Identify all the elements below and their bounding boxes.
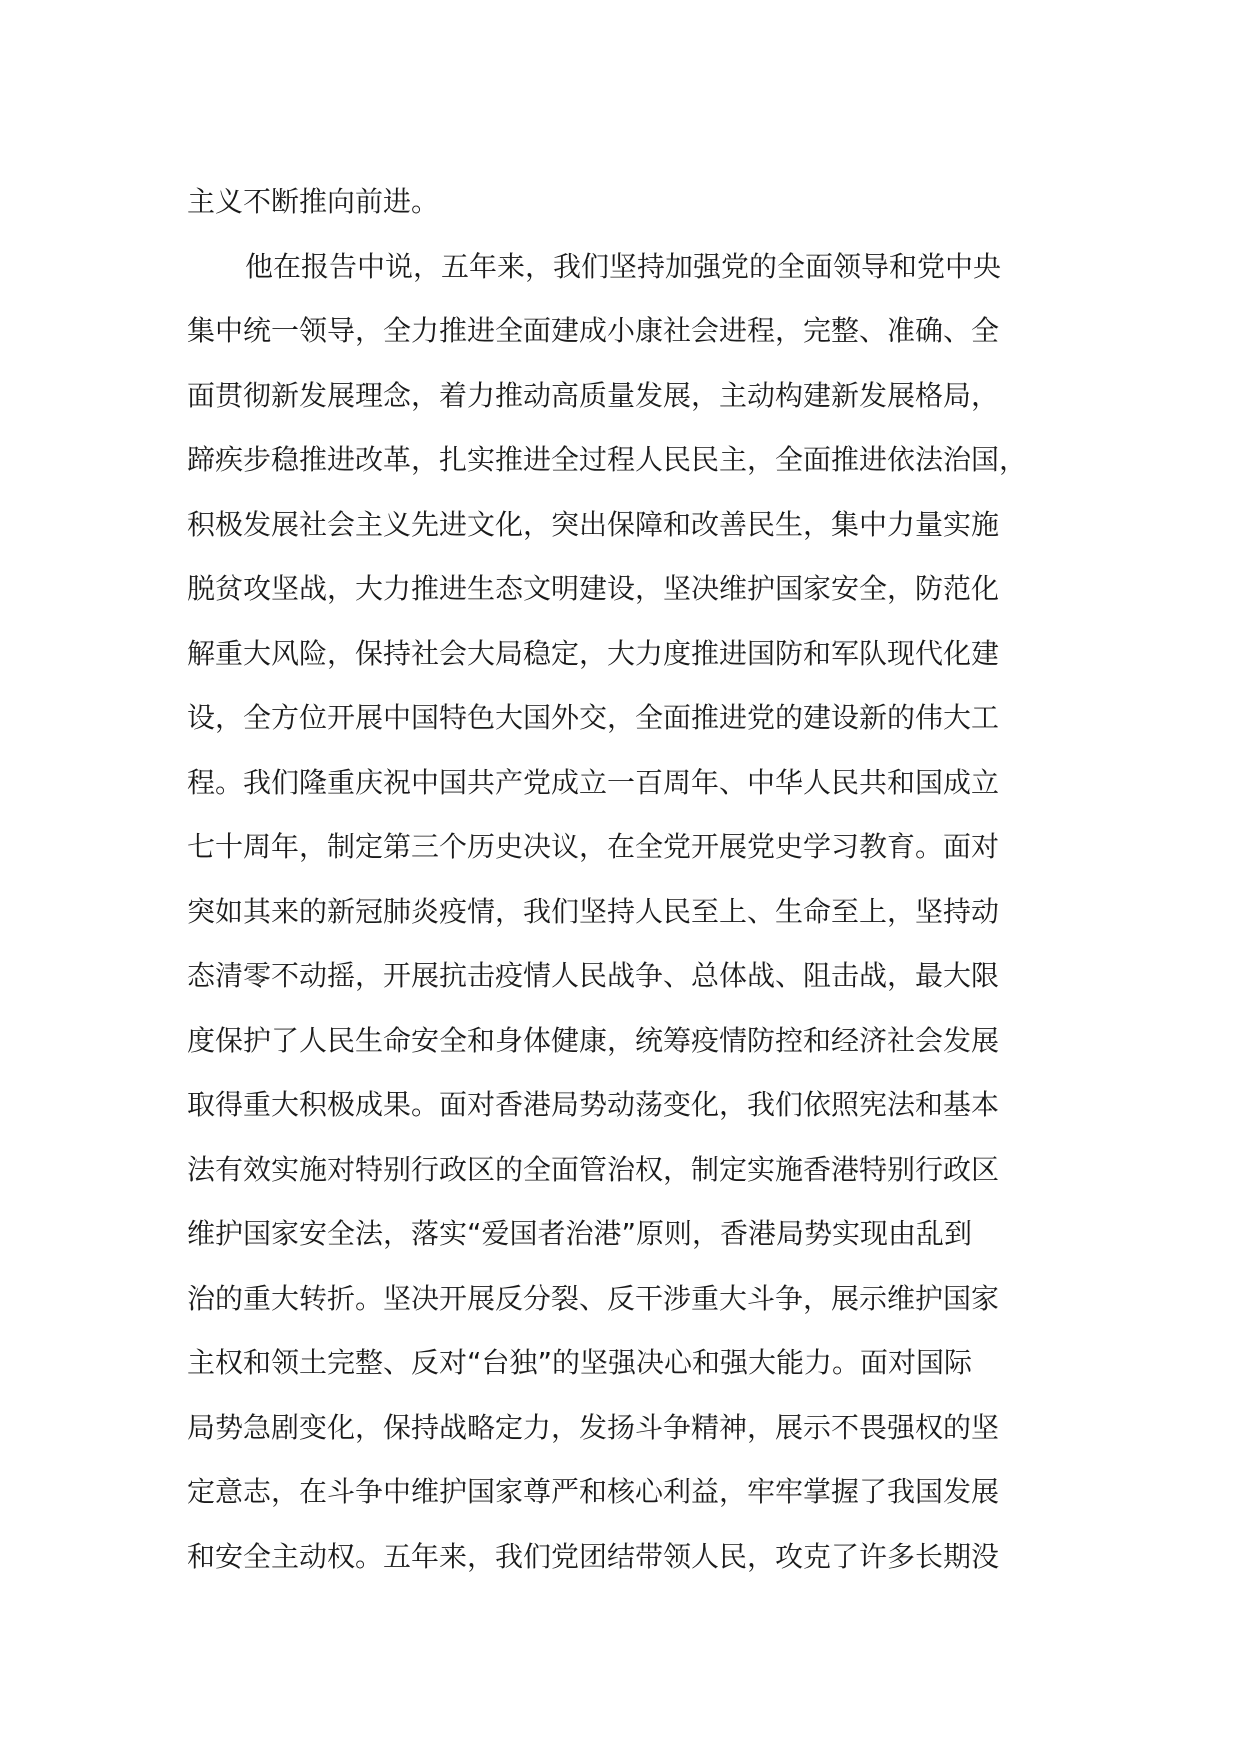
text-line: 主权和领土完整、反对“台独”的坚强决心和强大能力。面对国际 <box>187 1346 973 1379</box>
text-line: 七十周年，制定第三个历史决议，在全党开展党史学习教育。面对 <box>187 830 1000 863</box>
text-line: 集中统一领导，全力推进全面建成小康社会进程，完整、准确、全 <box>187 314 1000 347</box>
paragraph-first-line: 他在报告中说，五年来，我们坚持加强党的全面领导和党中央 <box>245 249 1002 283</box>
text-line: 度保护了人民生命安全和身体健康，统筹疫情防控和经济社会发展 <box>187 1023 1000 1057</box>
text-line: 维护国家安全法，落实“爱国者治港”原则，香港局势实现由乱到 <box>187 1217 973 1250</box>
body-text <box>187 170 1087 1589</box>
text-line: 局势急剧变化，保持战略定力，发扬斗争精神，展示不畏强权的坚 <box>187 1410 1000 1444</box>
text-line: 蹄疾步稳推进改革，扎实推进全过程人民民主，全面推进依法治国， <box>187 443 1028 476</box>
text-line: 脱贫攻坚战，大力推进生态文明建设，坚决维护国家安全，防范化 <box>187 572 1000 605</box>
text-line: 突如其来的新冠肺炎疫情，我们坚持人民至上、生命至上，坚持动 <box>187 894 1000 928</box>
text-line: 设，全方位开展中国特色大国外交，全面推进党的建设新的伟大工 <box>187 701 1000 734</box>
text-line: 治的重大转折。坚决开展反分裂、反干涉重大斗争，展示维护国家 <box>187 1281 1000 1315</box>
text-line: 法有效实施对特别行政区的全面管治权，制定实施香港特别行政区 <box>187 1152 1000 1186</box>
text-line: 定意志，在斗争中维护国家尊严和核心利益，牢牢掌握了我国发展 <box>187 1475 1000 1508</box>
text-line: 程。我们隆重庆祝中国共产党成立一百周年、中华人民共和国成立 <box>187 765 1000 799</box>
text-line: 和安全主动权。五年来，我们党团结带领人民，攻克了许多长期没 <box>187 1539 1000 1573</box>
text-line: 解重大风险，保持社会大局稳定，大力度推进国防和军队现代化建 <box>187 636 1000 670</box>
text-line: 积极发展社会主义先进文化，突出保障和改善民生，集中力量实施 <box>187 507 1000 541</box>
text-line: 主义不断推向前进。 <box>187 185 440 218</box>
text-line: 面贯彻新发展理念，着力推动高质量发展，主动构建新发展格局， <box>187 378 1000 412</box>
text-line: 取得重大积极成果。面对香港局势动荡变化，我们依照宪法和基本 <box>187 1088 1000 1121</box>
text-line: 态清零不动摇，开展抗击疫情人民战争、总体战、阻击战，最大限 <box>187 959 1000 992</box>
